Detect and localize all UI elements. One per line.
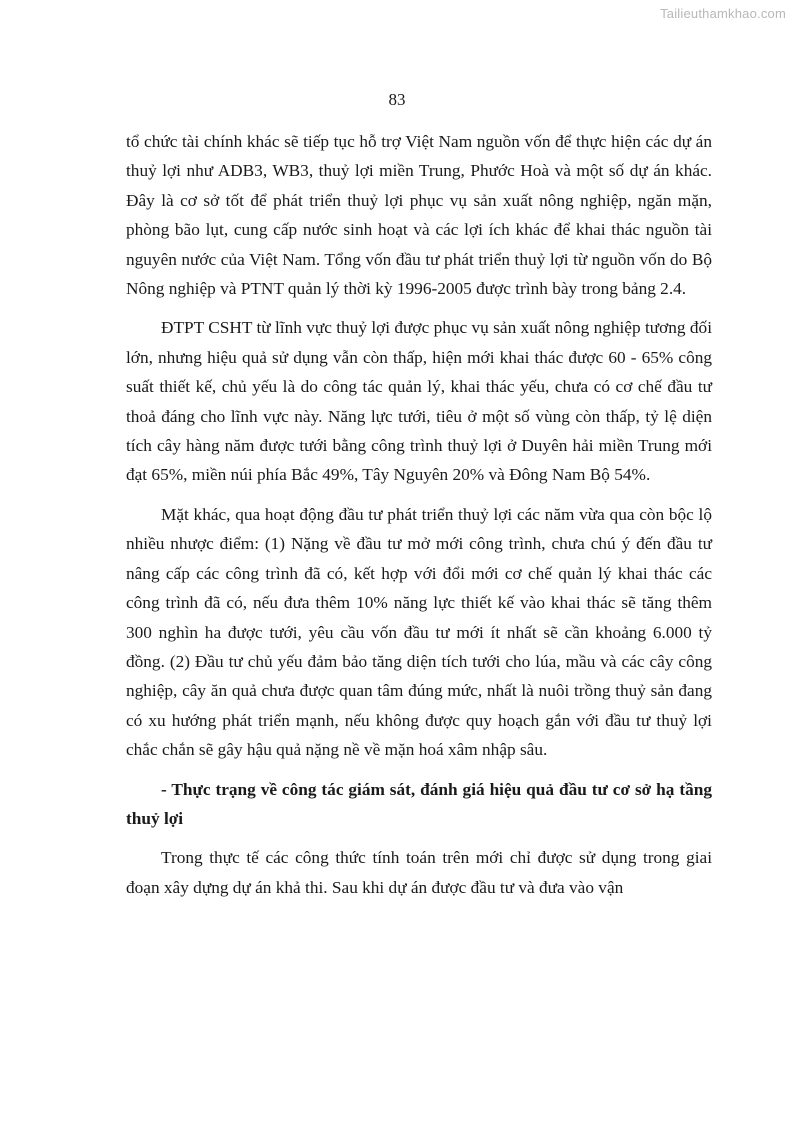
paragraph-2: ĐTPT CSHT từ lĩnh vực thuỷ lợi được phục vụ sản xuất nông nghiệp tương đối lớn, nhưng hiệu quả sử dụng vẫn còn thấp, hiện mới khai thác được 60 - 65% công suất thiết kế, chủ yếu là do công tác quản lý, khai thác yếu, chưa có cơ chế đầu tư thoả đáng cho lĩnh vực này. Năng lực tưới, tiêu ở một số vùng còn thấp, tỷ lệ diện tích cây hàng năm được tưới bằng công trình thuỷ lợi ở Duyên hải miền Trung mới đạt 65%, miền núi phía Bắc 49%, Tây Nguyên 20% và Đông Nam Bộ 54%.	[126, 318, 712, 485]
section-heading: - Thực trạng về công tác giám sát, đánh giá hiệu quả đầu tư cơ sở hạ tầng thuỷ lợi	[126, 779, 712, 828]
paragraph-1: tổ chức tài chính khác sẽ tiếp tục hỗ trợ Việt Nam nguồn vốn để thực hiện các dự án thuỷ lợi như ADB3, WB3, thuỷ lợi miền Trung, Phước Hoà và một số dự án khác. Đây là cơ sở tốt để phát triển thuỷ lợi phục vụ sản xuất nông nghiệp, ngăn mặn, phòng bão lụt, cung cấp nước sinh hoạt và các lợi ích khác để khai thác nguồn tài nguyên nước của Việt Nam. Tổng vốn đầu tư phát triển thuỷ lợi từ nguồn vốn do Bộ Nông nghiệp và PTNT quản lý thời kỳ 1996-2005 được trình bày trong bảng 2.4.	[126, 132, 712, 299]
paragraph-4: Trong thực tế các công thức tính toán trên mới chỉ được sử dụng trong giai đoạn xây dựng dự án khả thi. Sau khi dự án được đầu tư và đưa vào vận	[126, 848, 712, 897]
page-number: 83	[388, 90, 406, 109]
watermark: Tailieuthamkhao.com	[660, 6, 786, 21]
document-body	[126, 127, 712, 912]
paragraph-3: Mặt khác, qua hoạt động đầu tư phát triển thuỷ lợi các năm vừa qua còn bộc lộ nhiều nhược điểm: (1) Nặng về đầu tư mở mới công trình, chưa chú ý đến đầu tư nâng cấp các công trình đã có, kết hợp với đổi mới cơ chế quản lý khai thác các công trình đã có, nếu đưa thêm 10% năng lực thiết kế vào khai thác sẽ tăng thêm 300 nghìn ha được tưới, yêu cầu vốn đầu tư mới ít nhất sẽ cần khoảng 6.000 tỷ đồng. (2) Đầu tư chủ yếu đảm bảo tăng diện tích tưới cho lúa, mầu và các cây công nghiệp, cây ăn quả chưa được quan tâm đúng mức, nhất là nuôi trồng thuỷ sản đang có xu hướng phát triển mạnh, nếu không được quy hoạch gắn với đầu tư thuỷ lợi chắc chắn sẽ gây hậu quả nặng nề về mặn hoá xâm nhập sâu.	[126, 504, 712, 760]
